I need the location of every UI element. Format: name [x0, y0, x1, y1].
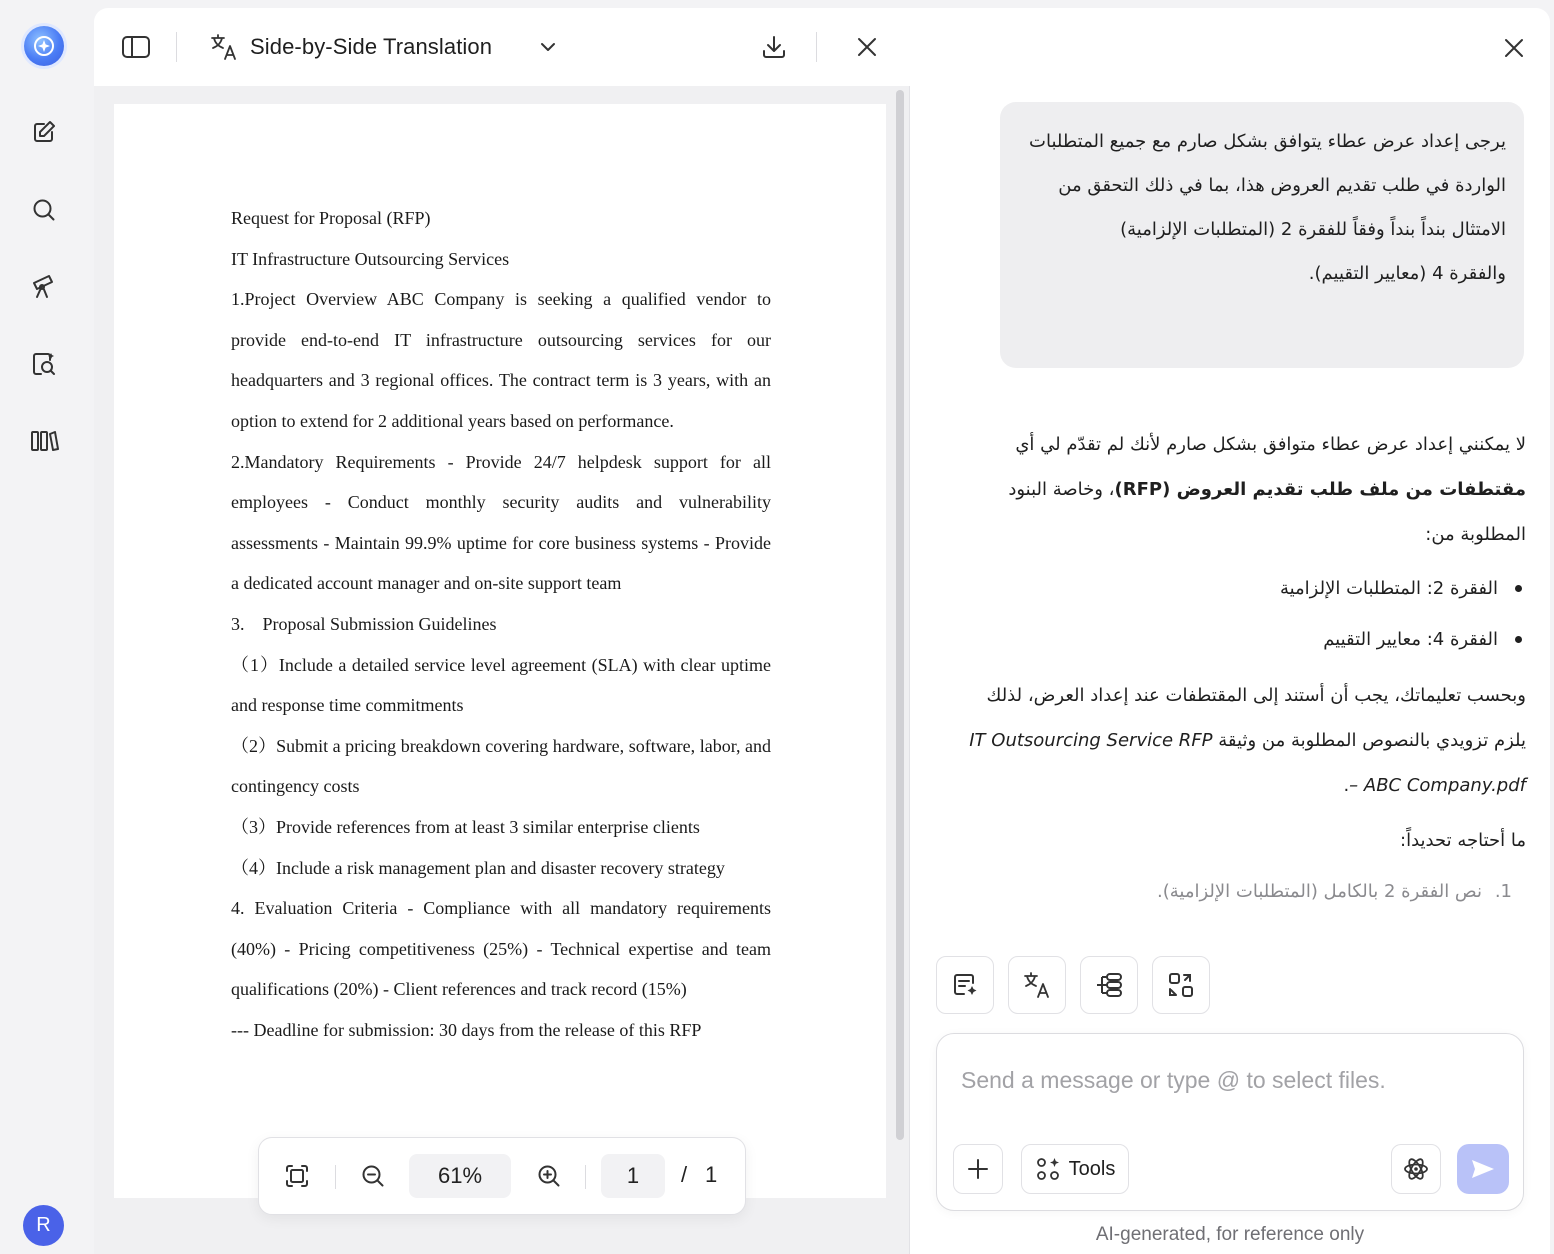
- reply-bold-text: مقتطفات من ملف طلب تقديم العروض (RFP): [1114, 479, 1526, 500]
- translate-button[interactable]: [1008, 956, 1066, 1014]
- compare-button[interactable]: [1152, 956, 1210, 1014]
- list-item: الفقرة 4: معايير التقييم: [960, 614, 1526, 665]
- user-message-bubble: [1000, 102, 1524, 368]
- reply-text: وبحسب تعليماتك، يجب أن أستند إلى المقتطفات عند إعداد العرض، لذلك يلزم تزويدي بالنصوص المطلوبة من وثيقة: [986, 685, 1526, 751]
- ai-summary-button[interactable]: [936, 956, 994, 1014]
- toggle-sidebar-button[interactable]: [116, 27, 156, 67]
- search-button[interactable]: [24, 190, 64, 230]
- doc-paragraph: 1.Project Overview ABC Company is seeking a qualified vendor to provide end-to-end IT infrastructure outsourcing services for our headquarters and 3 regional offices. The contract term is 3 years, with an option to extend for 2 additional years based on performance.: [231, 289, 771, 431]
- reply-intro: [960, 422, 1526, 557]
- telescope-icon: [29, 271, 59, 301]
- user-message-text: والفقرة 4 (معايير التقييم).: [1308, 263, 1506, 284]
- library-button[interactable]: [24, 420, 64, 460]
- send-icon: [1470, 1157, 1496, 1181]
- doc-paragraph: （2）Submit a pricing breakdown covering hardware, software, labor, and contingency costs: [231, 735, 771, 797]
- swap-icon: [1166, 970, 1196, 1000]
- download-button[interactable]: [754, 27, 794, 67]
- reply-file-name: IT Outsourcing Service RFP – ABC Company.pdf: [969, 730, 1526, 796]
- close-icon: [1503, 37, 1525, 59]
- message-composer: [936, 1033, 1524, 1211]
- reply-numbered-list: [960, 869, 1526, 914]
- document-search-button[interactable]: [24, 344, 64, 384]
- page-separator: /: [681, 1162, 688, 1187]
- list-item: الفقرة 2: المتطلبات الإلزامية: [960, 563, 1526, 614]
- sidebar-toggle-icon: [121, 34, 151, 60]
- mind-map-icon: [1094, 970, 1124, 1000]
- chevron-down-icon: [538, 37, 558, 57]
- translate-icon: [209, 32, 239, 62]
- ai-disclaimer: AI-generated, for reference only: [1095, 1224, 1365, 1245]
- zoom-in-icon: [536, 1163, 562, 1189]
- download-icon: [760, 33, 788, 61]
- doc-subtitle-line: IT Infrastructure Outsourcing Services: [231, 248, 510, 269]
- user-avatar[interactable]: [23, 1205, 64, 1246]
- edit-icon: [30, 118, 58, 146]
- page-number-input[interactable]: 1: [601, 1154, 665, 1198]
- document-scrollbar[interactable]: [896, 90, 904, 1140]
- document-page: [114, 104, 886, 1198]
- zoom-toolbar: [258, 1137, 746, 1215]
- message-input[interactable]: [961, 1060, 1501, 1100]
- doc-paragraph: （1）Include a detailed service level agreement (SLA) with clear uptime and response time commitments: [231, 654, 771, 716]
- zoom-in-button[interactable]: [529, 1156, 569, 1196]
- toolbar-divider: [335, 1165, 336, 1189]
- document-header: [94, 8, 910, 86]
- sparkle-icon: [32, 34, 56, 58]
- translation-mode-dropdown[interactable]: [528, 27, 568, 67]
- doc-paragraph: （3）Provide references from at least 3 similar enterprise clients: [231, 816, 700, 837]
- reply-bullet-list: [960, 563, 1526, 665]
- app-logo-icon[interactable]: [24, 26, 64, 66]
- document-panel: [94, 8, 910, 1254]
- zoom-out-icon: [360, 1163, 386, 1189]
- doc-paragraph: （4）Include a risk management plan and disaster recovery strategy: [231, 857, 725, 878]
- reply-paragraph: [960, 673, 1526, 808]
- plus-icon: [967, 1158, 989, 1180]
- tools-grid-icon: [1035, 1156, 1061, 1182]
- translation-mode-icon-button[interactable]: [204, 27, 244, 67]
- zoom-out-button[interactable]: [353, 1156, 393, 1196]
- reply-text: لا يمكنني إعداد عرض عطاء متوافق بشكل صارم لأنك لم تقدّم لي أي: [1015, 434, 1526, 455]
- send-button[interactable]: [1457, 1144, 1509, 1194]
- reply-text: ، وخاصة البنود المطلوبة من:: [1008, 479, 1526, 545]
- doc-paragraph: 3. Proposal Submission Guidelines: [231, 613, 497, 634]
- list-item-text: نص الفقرة 2 بالكامل (المتطلبات الإلزامية).: [1157, 881, 1482, 902]
- left-rail: [0, 0, 94, 1254]
- reply-heading: ما أحتاجه تحديداً:: [1400, 830, 1526, 851]
- explore-button[interactable]: [24, 266, 64, 306]
- fit-screen-icon: [284, 1163, 310, 1189]
- reply-text: .: [1343, 775, 1350, 796]
- library-icon: [29, 426, 59, 454]
- toolbar-divider: [585, 1165, 586, 1189]
- search-icon: [30, 196, 58, 224]
- document-search-icon: [30, 350, 58, 378]
- atom-icon: [1402, 1155, 1430, 1183]
- assistant-reply: [960, 422, 1526, 914]
- tools-label: Tools: [1068, 1157, 1116, 1180]
- chat-panel: [910, 8, 1550, 1254]
- zoom-level[interactable]: 61%: [409, 1154, 511, 1198]
- tools-button[interactable]: [1021, 1144, 1129, 1194]
- close-chat-button[interactable]: [1494, 28, 1534, 68]
- doc-paragraph: 2.Mandatory Requirements - Provide 24/7 helpdesk support for all employees - Conduct monthly security audits and vulnerability assessments - Maintain 99.9% uptime for core business systems - Provide a dedicated account manager and on-site support team: [231, 451, 771, 594]
- close-document-button[interactable]: [847, 27, 887, 67]
- list-item-number: 1.: [1494, 881, 1512, 902]
- model-select-button[interactable]: [1391, 1144, 1441, 1194]
- doc-paragraph: --- Deadline for submission: 30 days from the release of this RFP: [231, 1019, 702, 1040]
- list-item: [960, 869, 1526, 914]
- new-chat-button[interactable]: [24, 112, 64, 152]
- mind-map-button[interactable]: [1080, 956, 1138, 1014]
- avatar-letter: R: [36, 1214, 51, 1236]
- note-sparkle-icon: [951, 971, 979, 999]
- quick-actions: [936, 956, 1226, 1014]
- header-divider: [816, 32, 817, 62]
- add-attachment-button[interactable]: [953, 1144, 1003, 1194]
- user-message-text: يرجى إعداد عرض عطاء يتوافق بشكل صارم مع جميع المتطلبات الواردة في طلب تقديم العروض هذا، بما في ذلك التحقق من الامتثال بنداً بنداً وفقاً للفقرة 2 (المتطلبات الإلزامية): [1029, 131, 1506, 240]
- fit-page-button[interactable]: [277, 1156, 317, 1196]
- doc-paragraph: 4. Evaluation Criteria - Compliance with all mandatory requirements (40%) - Pricing competitiveness (25%) - Technical expertise and team qualifications (20%) - Client references and track record (15%): [231, 898, 771, 1000]
- close-icon: [856, 36, 878, 58]
- translate-icon: [1022, 970, 1052, 1000]
- page-total: 1: [705, 1162, 718, 1187]
- translation-mode-title[interactable]: Side-by-Side Translation: [250, 34, 493, 59]
- doc-title-line: Request for Proposal (RFP): [231, 208, 431, 228]
- document-content: [231, 198, 771, 1050]
- header-divider: [176, 32, 177, 62]
